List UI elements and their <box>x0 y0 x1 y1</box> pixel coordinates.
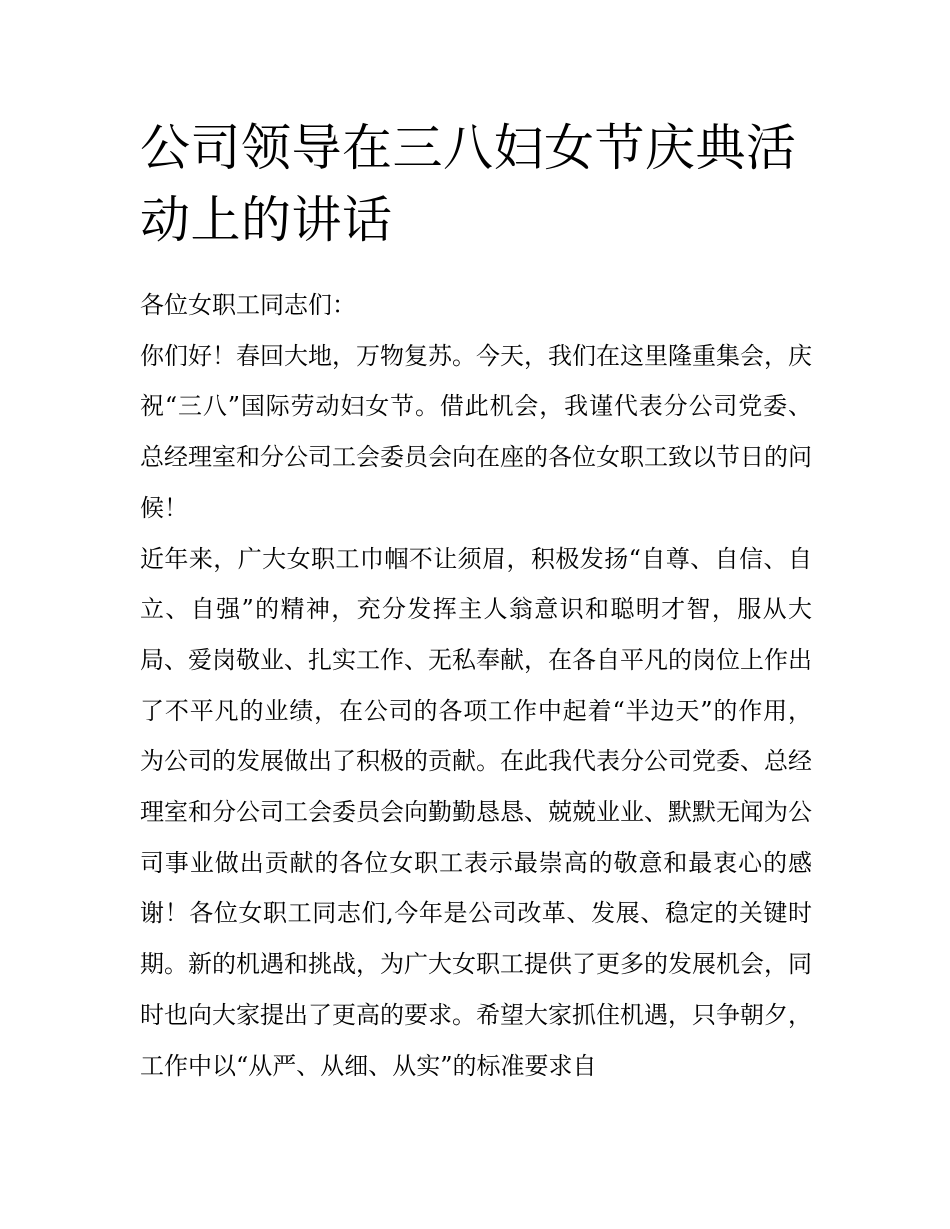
document-body <box>140 280 812 1091</box>
paragraph-2: 近年来，广大女职工巾帼不让须眉，积极发扬“自尊、自信、自立、自强”的精神，充分发挥主人翁意识和聪明才智，服从大局、爱岗敬业、扎实工作、无私奉献，在各自平凡的岗位上作出了不平凡的业绩，在公司的各项工作中起着“半边天”的作用，为公司的发展做出了积极的贡献。在此我代表分公司党委、总经理室和分公司工会委员会向勤勤恳恳、兢兢业业、默默无闻为公司事业做出贡献的各位女职工表示最崇高的敬意和最衷心的感谢！各位女职工同志们,今年是公司改革、发展、稳定的关键时期。新的机遇和挑战，为广大女职工提供了更多的发展机会，同时也向大家提出了更高的要求。希望大家抓住机遇，只争朝夕，工作中以“从严、从细、从实”的标准要求自 <box>140 544 812 1080</box>
paragraph-1: 你们好！春回大地，万物复苏。今天，我们在这里隆重集会，庆祝“三八”国际劳动妇女节。借此机会，我谨代表分公司党委、总经理室和分公司工会委员会向在座的各位女职工致以节日的问候！ <box>140 341 812 522</box>
salutation: 各位女职工同志们： <box>140 291 356 319</box>
document-title: 公司领导在三八妇女节庆典活动上的讲话 <box>140 119 797 249</box>
